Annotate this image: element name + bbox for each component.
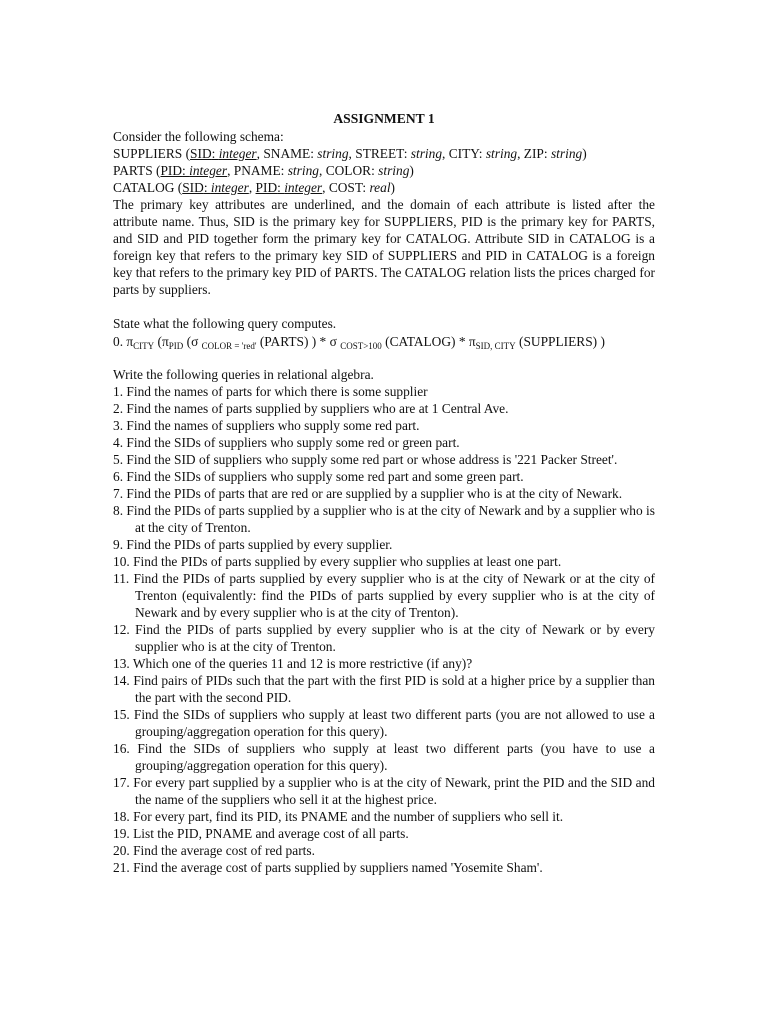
query-text: Find the SID of suppliers who supply some red part or whose address is '221 Packer Street'.: [126, 452, 618, 467]
list-item: [113, 808, 655, 825]
list-item: [113, 825, 655, 842]
query-text: Find the PIDs of parts supplied by every supplier.: [126, 537, 393, 552]
query-text: Find the SIDs of suppliers who supply at least two different parts (you are not allowed to use a grouping/aggregation operation for this query).: [133, 707, 655, 739]
relation-name: SUPPLIERS: [113, 146, 183, 161]
query-number: 18.: [113, 809, 130, 824]
query-text: Find the PIDs of parts supplied by every supplier who supplies at least one part.: [133, 554, 562, 569]
query-text: Find the PIDs of parts supplied by every supplier who is at the city of Newark or at the city of Trenton (equivalently: find the PIDs of parts supplied by every supplier who is at the city of Newark and by every supplier who is at the city of Trenton).: [133, 571, 655, 620]
query-text: Find the names of suppliers who supply some red part.: [126, 418, 420, 433]
list-item: [113, 859, 655, 876]
query-number: 11.: [113, 571, 130, 586]
query-text: Find the SIDs of suppliers who supply at least two different parts (you have to use a grouping/aggregation operation for this query).: [135, 741, 655, 773]
selection-subscript: COST>100: [340, 341, 382, 351]
query-number: 6.: [113, 469, 124, 484]
list-item: [113, 383, 655, 400]
list-item: [113, 400, 655, 417]
query-number: 2.: [113, 401, 124, 416]
pi-symbol: π: [468, 334, 476, 349]
query-text: For every part supplied by a supplier who is at the city of Newark, print the PID and the SID and the name of the suppliers who sell it at the highest price.: [133, 775, 655, 807]
pi-symbol: π: [126, 334, 134, 349]
list-item: [113, 536, 655, 553]
query-number: 4.: [113, 435, 124, 450]
query-text: Find the average cost of parts supplied by suppliers named 'Yosemite Sham'.: [133, 860, 543, 875]
query-number: 17.: [113, 775, 130, 790]
schema-parts: PARTS (PID: integer, PNAME: string, COLOR: string): [113, 163, 414, 178]
query-text: For every part, find its PID, its PNAME and the number of suppliers who sell it.: [133, 809, 564, 824]
list-item: [113, 434, 655, 451]
list-item: [113, 468, 655, 485]
list-item: [113, 553, 655, 570]
query-number: 5.: [113, 452, 124, 467]
query-text: Find the PIDs of parts that are red or are supplied by a supplier who is at the city of Newark.: [126, 486, 623, 501]
query-number: 0.: [113, 334, 124, 349]
list-item: [113, 706, 655, 740]
attr-type: string: [485, 146, 518, 161]
query-number: 9.: [113, 537, 124, 552]
query-text: Which one of the queries 11 and 12 is more restrictive (if any)?: [132, 656, 473, 671]
query-text: List the PID, PNAME and average cost of all parts.: [133, 826, 409, 841]
list-item: [113, 502, 655, 536]
selection-subscript: COLOR = 'red': [201, 341, 257, 351]
query-number: 12.: [113, 622, 130, 637]
query-number: 10.: [113, 554, 130, 569]
list-item: [113, 621, 655, 655]
attr-type: real: [369, 180, 391, 195]
attr-name: CITY: [448, 146, 479, 161]
spacer: [113, 352, 655, 366]
pi-symbol: π: [161, 334, 169, 349]
page-title: ASSIGNMENT 1: [333, 111, 435, 126]
attr-type: integer: [218, 146, 257, 161]
attr-name: SID: [190, 146, 212, 161]
attr-name: SNAME: [263, 146, 311, 161]
query-number: 19.: [113, 826, 130, 841]
query-text: Find the names of parts supplied by suppliers who are at 1 Central Ave.: [126, 401, 509, 416]
attr-type: integer: [189, 163, 228, 178]
query-text: Find pairs of PIDs such that the part with the first PID is sold at a higher price by a supplier than the part with the second PID.: [133, 673, 655, 705]
list-item: [113, 570, 655, 621]
schema-description: The primary key attributes are underlined, and the domain of each attribute is listed after the attribute name. Thus, SID is the primary key for SUPPLIERS, PID is the primary key for PARTS, and SID and PID together form the primary key for CATALOG. Attribute SID in CATALOG is a foreign key that refers to the primary key SID of SUPPLIERS and PID in CATALOG is a foreign key that refers to the primary key PID of PARTS. The CATALOG relation lists the prices charged for parts by suppliers.: [113, 197, 655, 297]
query-number: 20.: [113, 843, 130, 858]
query-number: 21.: [113, 860, 130, 875]
list-item: [113, 672, 655, 706]
query-text: Find the SIDs of suppliers who supply some red part and some green part.: [126, 469, 524, 484]
query-number: 16.: [113, 741, 130, 756]
query-number: 13.: [113, 656, 130, 671]
query-list: [113, 383, 655, 876]
attr-type: integer: [210, 180, 249, 195]
query-0-expression: 0. $\pi_{CITY}$ ($\pi_{PID}$ (σ $_{COLOR = 'red'}$ (PARTS) ) * σ $_{COST>100}$ (CATALOG) * $\pi_{SID, CITY}$ (SUPPLIERS) ): [113, 334, 605, 351]
relation-name: CATALOG: [113, 180, 175, 195]
operand: (PARTS) ) *: [259, 334, 330, 349]
list-item: [113, 655, 655, 672]
attr-type: string: [550, 146, 583, 161]
attr-type: integer: [284, 180, 323, 195]
query-text: Find the PIDs of parts supplied by a supplier who is at the city of Newark and by a supplier who is at the city of Trenton.: [126, 503, 655, 535]
relation-name: PARTS: [113, 163, 153, 178]
attr-name: ZIP: [523, 146, 544, 161]
query-text: Find the PIDs of parts supplied by every supplier who is at the city of Newark or by every supplier who is at the city of Trenton.: [135, 622, 655, 654]
query-text: Find the average cost of red parts.: [133, 843, 315, 858]
query-text: Find the SIDs of suppliers who supply some red or green part.: [126, 435, 460, 450]
state-prompt: State what the following query computes.: [113, 316, 337, 331]
projection-subscript: CITY: [133, 341, 155, 351]
operand: (CATALOG) *: [385, 334, 469, 349]
list-item: [113, 842, 655, 859]
spacer: [113, 298, 655, 315]
list-item: [113, 774, 655, 808]
query-number: 3.: [113, 418, 124, 433]
query-number: 1.: [113, 384, 124, 399]
query-number: 7.: [113, 486, 124, 501]
attr-name: COLOR: [325, 163, 372, 178]
attr-name: STREET: [355, 146, 404, 161]
document-page: [113, 110, 655, 876]
write-prompt: Write the following queries in relational algebra.: [113, 367, 374, 382]
projection-subscript: PID: [168, 341, 184, 351]
attr-name: SID: [182, 180, 204, 195]
list-item: [113, 485, 655, 502]
operand: (SUPPLIERS) ): [519, 334, 605, 349]
sigma-symbol: σ: [329, 334, 337, 349]
attr-type: string: [410, 146, 443, 161]
query-number: 8.: [113, 503, 124, 518]
query-number: 14.: [113, 673, 130, 688]
intro-text: Consider the following schema:: [113, 129, 284, 144]
list-item: [113, 740, 655, 774]
projection-subscript: SID, CITY: [475, 341, 516, 351]
schema-suppliers: SUPPLIERS (SID: integer, SNAME: string, STREET: string, CITY: string, ZIP: string): [113, 146, 587, 161]
sigma-symbol: σ: [191, 334, 199, 349]
query-number: 15.: [113, 707, 130, 722]
attr-type: string: [317, 146, 349, 161]
attr-type: string: [378, 163, 410, 178]
attr-name: PID: [160, 163, 183, 178]
schema-catalog: CATALOG (SID: integer, PID: integer, COST: real): [113, 180, 396, 195]
attr-type: string: [287, 163, 319, 178]
list-item: [113, 451, 655, 468]
attr-name: PID: [255, 180, 278, 195]
attr-name: COST: [328, 180, 363, 195]
attr-name: PNAME: [233, 163, 281, 178]
list-item: [113, 417, 655, 434]
query-text: Find the names of parts for which there is some supplier: [126, 384, 428, 399]
